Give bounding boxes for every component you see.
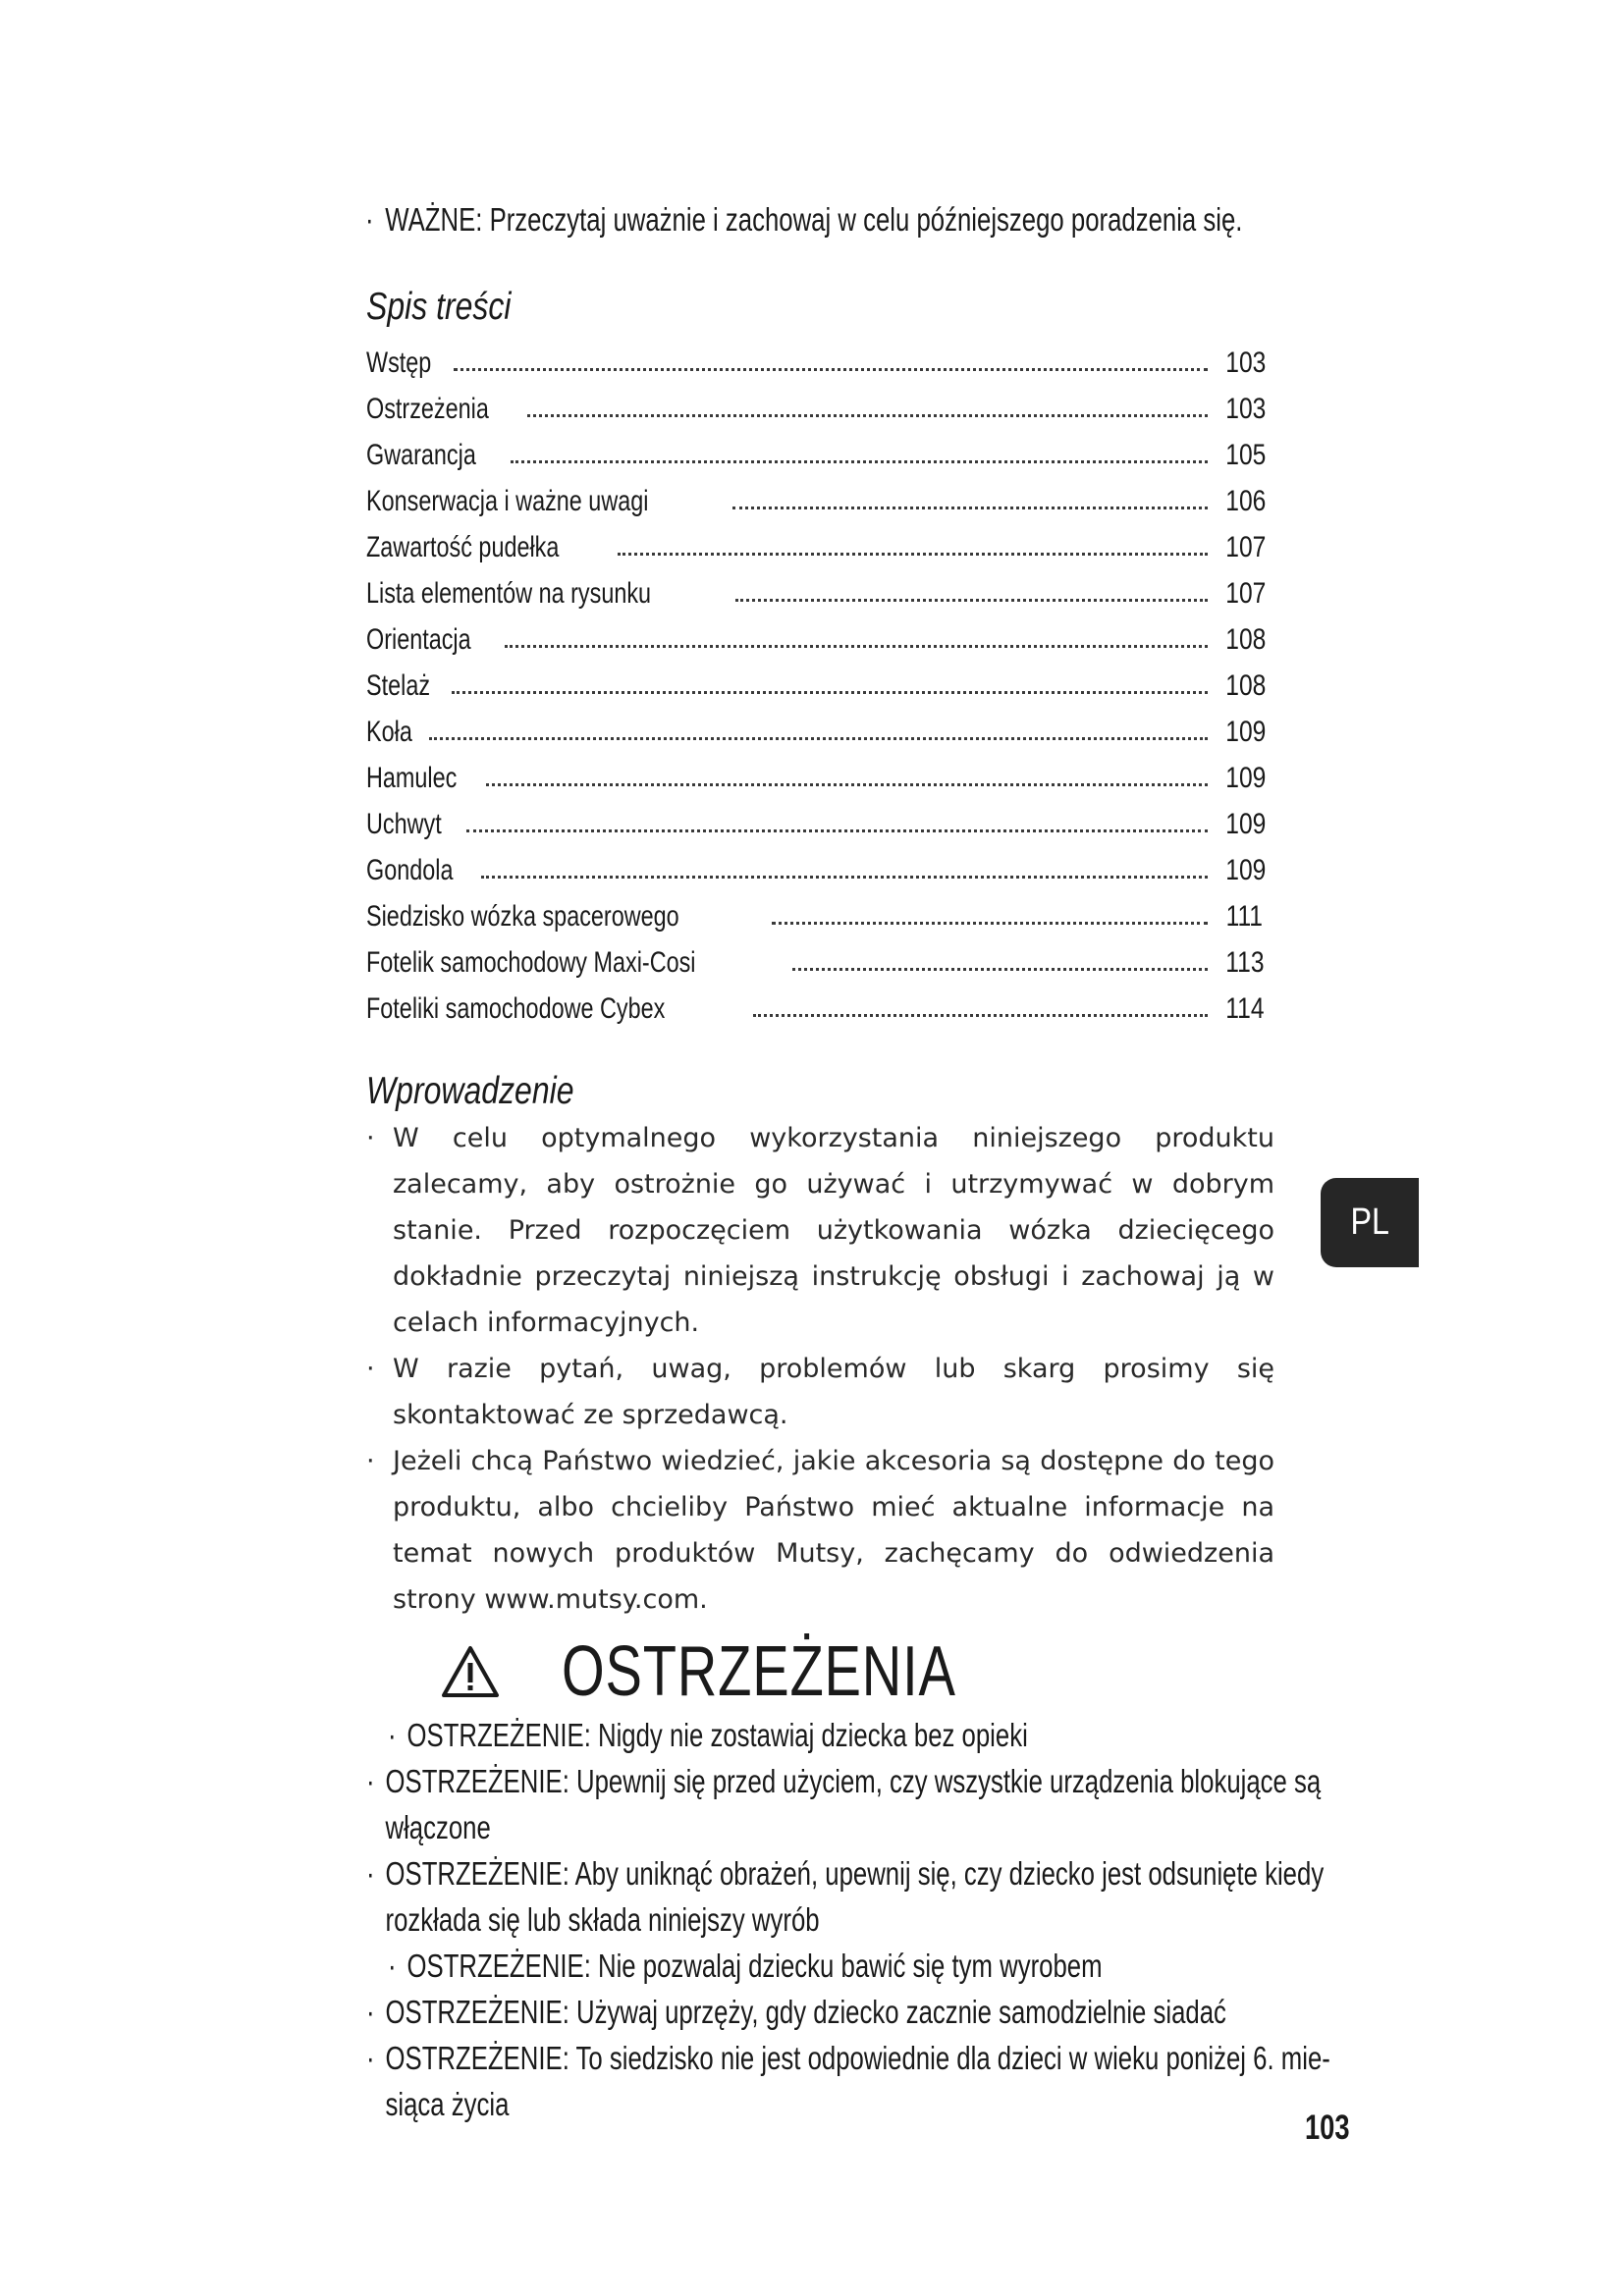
toc-entry[interactable]: [366, 841, 1267, 887]
dot-leader: [505, 645, 1208, 648]
toc-entry-page: 109: [1225, 762, 1267, 794]
toc-entry[interactable]: [366, 611, 1267, 657]
toc-entry[interactable]: [366, 380, 1267, 426]
warning-line: OSTRZEŻENIE: Nigdy nie zostawiaj dziecka bez opieki: [406, 1717, 1028, 1753]
toc-entry-title: Foteliki samochodowe Cybex: [366, 992, 666, 1025]
page-number: 103: [1305, 2109, 1350, 2147]
intro-item-text: W celu optymalnego wykorzystania niniejszego produktu zalecamy, aby ostrożnie go używać i utrzymywać w dobrym stanie. Przed rozpoczęciem użytkowania wózka dziecięcego dokładnie przeczytaj niniejszą instrukcję obsługi i zachowaj ją w celach informacyjnych.: [393, 1123, 1274, 1338]
intro-item: [366, 1346, 1274, 1438]
dot-leader: [618, 553, 1208, 556]
toc-entry-page: 105: [1225, 439, 1267, 471]
important-note: [365, 196, 1242, 243]
language-tab-label: PL: [1350, 1201, 1389, 1243]
toc-entry[interactable]: [366, 980, 1263, 1026]
warning-item: [366, 1850, 1325, 1943]
toc-entry-page: 108: [1225, 623, 1267, 656]
toc-entry-title: Hamulec: [366, 762, 458, 794]
toc-entry-page: 107: [1225, 531, 1267, 563]
toc-entry[interactable]: [366, 518, 1267, 564]
dot-leader: [486, 783, 1208, 786]
toc-entry[interactable]: [366, 426, 1267, 472]
dot-leader: [452, 691, 1208, 694]
toc-entry-page: 103: [1225, 347, 1267, 379]
dot-leader: [466, 829, 1208, 832]
intro-item: [366, 1115, 1274, 1346]
dot-leader: [792, 968, 1208, 971]
toc-entry[interactable]: [366, 795, 1267, 841]
toc-entry-title: Fotelik samochodowy Maxi-Cosi: [366, 946, 696, 979]
toc-entry-page: 106: [1225, 485, 1267, 517]
bullet: ·: [366, 1354, 375, 1384]
toc-entry-title: Uchwyt: [366, 808, 442, 840]
warning-item: [366, 2035, 1330, 2127]
toc-entry-title: Siedzisko wózka spacerowego: [366, 900, 679, 933]
dot-leader: [732, 507, 1208, 509]
warning-line: włączone: [385, 1809, 491, 1845]
warning-triangle-icon: [440, 1644, 501, 1699]
toc-entry-page: 108: [1225, 669, 1267, 702]
intro-heading: Wprowadzenie: [366, 1070, 574, 1112]
bullet: ·: [365, 201, 374, 238]
bullet: ·: [366, 1994, 375, 2030]
toc-entry[interactable]: [366, 934, 1263, 980]
bullet: ·: [366, 1855, 375, 1892]
toc-entry[interactable]: [366, 887, 1263, 934]
dot-leader: [753, 1014, 1208, 1017]
warning-line: siąca życia: [385, 2086, 510, 2122]
intro-list: [366, 1115, 1274, 1623]
toc-entry[interactable]: [366, 657, 1267, 703]
toc-entry-title: Koła: [366, 716, 412, 748]
warnings-header: [440, 1631, 1067, 1712]
bullet: ·: [366, 2040, 375, 2076]
bullet: ·: [388, 1948, 397, 1984]
toc-entry-page: 109: [1225, 716, 1267, 748]
toc-entry-title: Lista elementów na rysunku: [366, 577, 652, 610]
toc-entry-title: Zawartość pudełka: [366, 531, 560, 563]
bullet: ·: [366, 1123, 375, 1153]
bullet: ·: [366, 1763, 375, 1799]
toc-entry-page: 114: [1225, 992, 1265, 1025]
bullet: ·: [388, 1717, 397, 1753]
toc-entry[interactable]: [366, 749, 1267, 795]
warning-item: [366, 1758, 1322, 1850]
intro-item-text: W razie pytań, uwag, problemów lub skarg prosimy się skontaktować ze sprzedawcą.: [393, 1354, 1274, 1430]
warning-item: [388, 1943, 1290, 1989]
warning-line: OSTRZEŻENIE: Upewnij się przed użyciem, czy wszystkie urządzenia blokujące są: [385, 1763, 1322, 1799]
toc-entry[interactable]: [366, 564, 1267, 611]
warning-line: OSTRZEŻENIE: Używaj uprzęży, gdy dziecko zacznie samodzielnie siadać: [385, 1994, 1226, 2030]
intro-item: [366, 1438, 1274, 1623]
toc-entry-page: 109: [1225, 808, 1267, 840]
toc-entry-title: Gondola: [366, 854, 454, 886]
toc-entry-page: 111: [1225, 900, 1263, 933]
dot-leader: [527, 414, 1208, 417]
language-tab: [1321, 1178, 1419, 1267]
warning-item: [366, 1989, 1285, 2035]
dot-leader: [735, 599, 1208, 602]
toc-entry-page: 113: [1225, 946, 1265, 979]
table-of-contents: [366, 334, 1267, 1026]
dot-leader: [481, 876, 1208, 879]
toc-entry-title: Konserwacja i ważne uwagi: [366, 485, 649, 517]
important-note-text: WAŻNE: Przeczytaj uważnie i zachowaj w celu późniejszego poradzenia się.: [385, 201, 1243, 238]
toc-entry-title: Stelaż: [366, 669, 431, 702]
warnings-title: OSTRZEŻENIA: [562, 1632, 956, 1711]
toc-entry[interactable]: [366, 472, 1267, 518]
warning-line: OSTRZEŻENIE: To siedzisko nie jest odpowiednie dla dzieci w wieku poniżej 6. mie-: [385, 2040, 1330, 2076]
dot-leader: [429, 737, 1208, 740]
warning-line: rozkłada się lub składa niniejszy wyrób: [385, 1901, 820, 1938]
toc-entry-title: Ostrzeżenia: [366, 393, 489, 425]
intro-item-text: Jeżeli chcą Państwo wiedzieć, jakie akcesoria są dostępne do tego produktu, albo chcieliby Państwo mieć aktualne informacje na temat nowych produktów Mutsy, zachęcamy do odwiedzenia strony www.mutsy.com.: [393, 1446, 1274, 1615]
toc-entry[interactable]: [366, 703, 1267, 749]
toc-entry[interactable]: [366, 334, 1267, 380]
toc-entry-title: Wstęp: [366, 347, 432, 379]
toc-entry-page: 109: [1225, 854, 1267, 886]
warning-line: OSTRZEŻENIE: Nie pozwalaj dziecku bawić się tym wyrobem: [406, 1948, 1103, 1984]
dot-leader: [511, 460, 1208, 463]
toc-entry-title: Gwarancja: [366, 439, 476, 471]
warning-item: [388, 1712, 1290, 1758]
bullet: ·: [366, 1446, 375, 1476]
toc-entry-page: 103: [1225, 393, 1267, 425]
toc-entry-page: 107: [1225, 577, 1267, 610]
dot-leader: [772, 922, 1208, 925]
dot-leader: [454, 368, 1208, 371]
toc-heading: Spis treści: [366, 286, 512, 328]
toc-entry-title: Orientacja: [366, 623, 471, 656]
warnings-list: [366, 1712, 1544, 2127]
warning-line: OSTRZEŻENIE: Aby uniknąć obrażeń, upewnij się, czy dziecko jest odsunięte kiedy: [385, 1855, 1325, 1892]
